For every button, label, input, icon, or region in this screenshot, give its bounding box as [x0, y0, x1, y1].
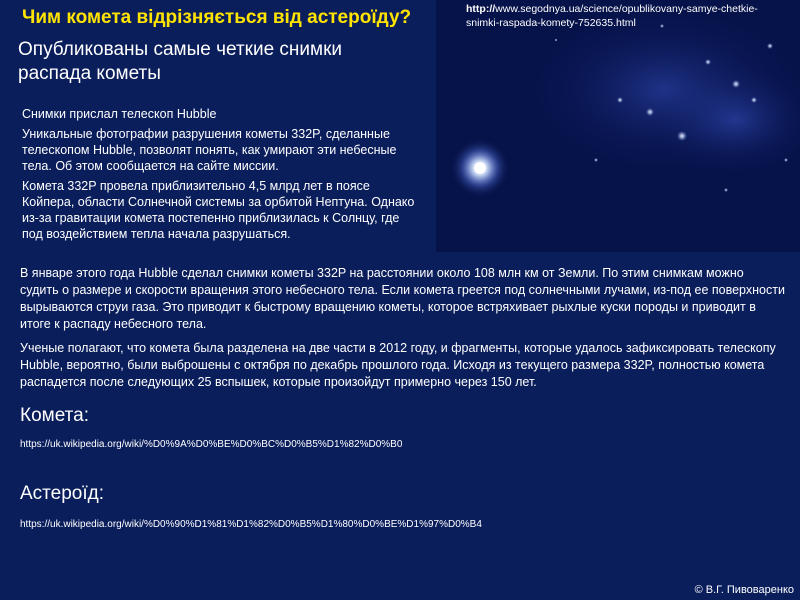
comet-photo: [436, 0, 800, 252]
main-paragraph: В январе этого года Hubble сделал снимки кометы 332P на расстоянии около 108 млн км от Земли. По этим снимкам можно судить о размере и скорости вращения этого небесного тела. Если комета греется под солнечными лучами, из-под ее поверхности вырываются струи газа. Это приводит к быстрому вращению кометы, которое встряхивает рыхлые куски породы и приводит в итоге к распаду небесного тела.: [20, 266, 785, 331]
asteroid-wiki-link[interactable]: https://uk.wikipedia.org/wiki/%D0%90%D1%81%D1%82%D0%B5%D1%80%D0%BE%D1%97%D0%B4: [20, 519, 482, 530]
photo-source-link[interactable]: [466, 2, 766, 30]
comet-starfield-image: [436, 0, 800, 252]
main-text: [20, 265, 785, 398]
intro-text: [22, 106, 422, 246]
source-link-address: www.segodnya.ua/science/opublikovany-samye-chetkie-snimki-raspada-komety-752635.html: [466, 3, 758, 29]
copyright: © В.Г. Пивоваренко: [694, 584, 794, 596]
comet-wiki-link[interactable]: https://uk.wikipedia.org/wiki/%D0%9A%D0%BE%D0%BC%D0%B5%D1%82%D0%B0: [20, 439, 403, 450]
slide-subtitle: Опубликованы самые четкие снимки распада кометы: [18, 39, 343, 84]
main-paragraph: Ученые полагают, что комета была разделена на две части в 2012 году, и фрагменты, которые удалось зафиксировать телескопу Hubble, вероятно, были выброшены с октября по декабрь прошлого года. Исходя из текущего размера 332P, полностью комета распадется после следующих 25 вспышек, которые произойдут примерно через 150 лет.: [20, 341, 776, 389]
intro-paragraph: Комета 332P провела приблизительно 4,5 млрд лет в поясе Койпера, области Солнечной системы за орбитой Нептуна. Однако из-за гравитации комета постепенно приблизилась к Солнцу, где под воздействием тепла начала разрушаться.: [22, 179, 415, 241]
slide-title: Чим комета відрізняється від астероїду?: [22, 7, 412, 28]
source-link-protocol: http://: [466, 3, 496, 15]
intro-paragraph: Уникальные фотографии разрушения кометы 332P, сделанные телескопом Hubble, позволят понять, как умирают эти небесные тела. Об этом сообщается на сайте миссии.: [22, 127, 397, 173]
intro-paragraph: Снимки прислал телескоп Hubble: [22, 107, 217, 121]
asteroid-heading: Астероїд:: [20, 483, 105, 504]
comet-heading: Комета:: [20, 405, 89, 426]
